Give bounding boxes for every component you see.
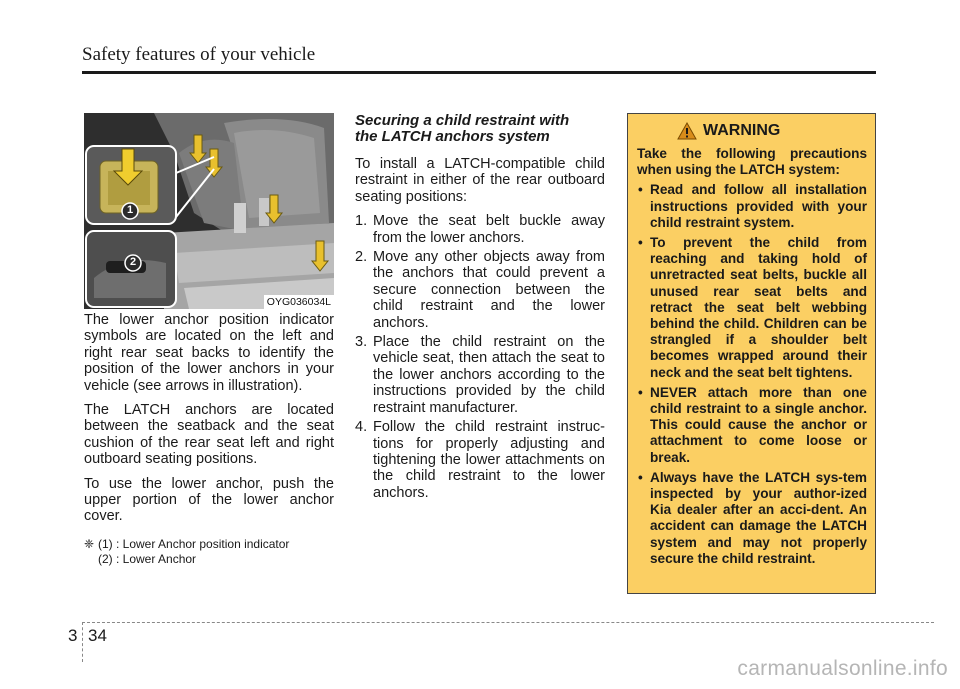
step-text: Place the child restraint on the vehicle seat, then attach the seat to the lower anchors according to the instructions provided by the child restraint manufacturer. — [373, 334, 605, 416]
step-number: 4. — [355, 419, 368, 436]
step-text: Move any other objects away from the anchors that could prevent a secure connection between the child restraint and the lower anchors. — [373, 249, 605, 331]
step-item — [355, 249, 605, 331]
step-item — [355, 419, 605, 501]
step-item — [355, 334, 605, 416]
step-text: Move the seat belt buckle away from the lower anchors. — [373, 213, 605, 246]
header-rule — [82, 71, 876, 74]
section-heading — [355, 113, 605, 145]
note-mark: ❈ — [84, 536, 95, 551]
left-column — [84, 312, 334, 567]
callout-1: 1 — [126, 204, 134, 216]
section-heading-line-1: Securing a child restraint with — [355, 112, 570, 129]
warning-intro: Take the following precautions when using the LATCH system: — [637, 146, 867, 178]
seat-drawing — [84, 113, 334, 309]
watermark: carmanualsonline.info — [737, 657, 948, 680]
warning-item: • To prevent the child from reaching and taking hold of unretracted seat belts, buckle all unused rear seat belts and retract the seat belt webbing behind the child. Children can be strangled if a shoulder belt becomes wrapped around their neck and the seat belt tightens. — [637, 235, 867, 381]
step-list — [355, 213, 605, 501]
step-number: 1. — [355, 213, 368, 230]
step-text: Follow the child restraint instruc-tions for properly adjusting and tightening the lower attachments on the child restraint to the lower anchors. — [373, 419, 605, 501]
warning-item: • Read and follow all installation instructions provided with your child restraint system. — [637, 182, 867, 231]
page-header-title: Safety features of your vehicle — [82, 44, 316, 65]
warning-list — [637, 182, 867, 567]
note-line-1: (1) : Lower Anchor position indicator — [98, 536, 290, 551]
intro-paragraph: To install a LATCH-compatible child restraint in either of the rear outboard seating positions: — [355, 156, 605, 205]
step-item — [355, 213, 605, 246]
page-number: 34 — [88, 626, 107, 645]
note-row — [84, 537, 334, 552]
warning-header — [637, 122, 867, 140]
note-line-2: (2) : Lower Anchor — [98, 551, 197, 566]
section-heading-line-2: the LATCH anchors system — [355, 128, 550, 145]
callout-2: 2 — [129, 256, 137, 268]
figure-notes — [84, 537, 334, 567]
warning-box — [627, 113, 876, 594]
figure-code: OYG036034L — [264, 295, 334, 309]
step-number: 2. — [355, 249, 368, 266]
paragraph: The LATCH anchors are located between the seatback and the seat cushion of the rear seat left and right outboard seating positions. — [84, 402, 334, 468]
footer-rule — [82, 622, 934, 623]
warning-item: • NEVER attach more than one child restraint to a single anchor. This could cause the anchor or attachment to come loose or break. — [637, 385, 867, 466]
step-number: 3. — [355, 334, 368, 351]
chapter-number: 3 — [68, 626, 78, 645]
warning-title: WARNING — [703, 121, 781, 139]
paragraph: The lower anchor position indicator symbols are located on the left and right rear seat backs to identify the position of the lower anchors in your vehicle (see arrows in illustration). — [84, 312, 334, 394]
warning-triangle-icon — [677, 122, 697, 140]
paragraph: To use the lower anchor, push the upper portion of the lower anchor cover. — [84, 475, 334, 525]
middle-column — [355, 113, 605, 504]
warning-item: • Always have the LATCH sys-tem inspected by your author-ized Kia dealer after an acci-dent. An accident can damage the LATCH system and may not properly secure the child restraint. — [637, 470, 867, 567]
footer-vertical-rule — [82, 622, 83, 662]
seat-illustration — [84, 113, 334, 309]
note-row — [84, 552, 334, 567]
